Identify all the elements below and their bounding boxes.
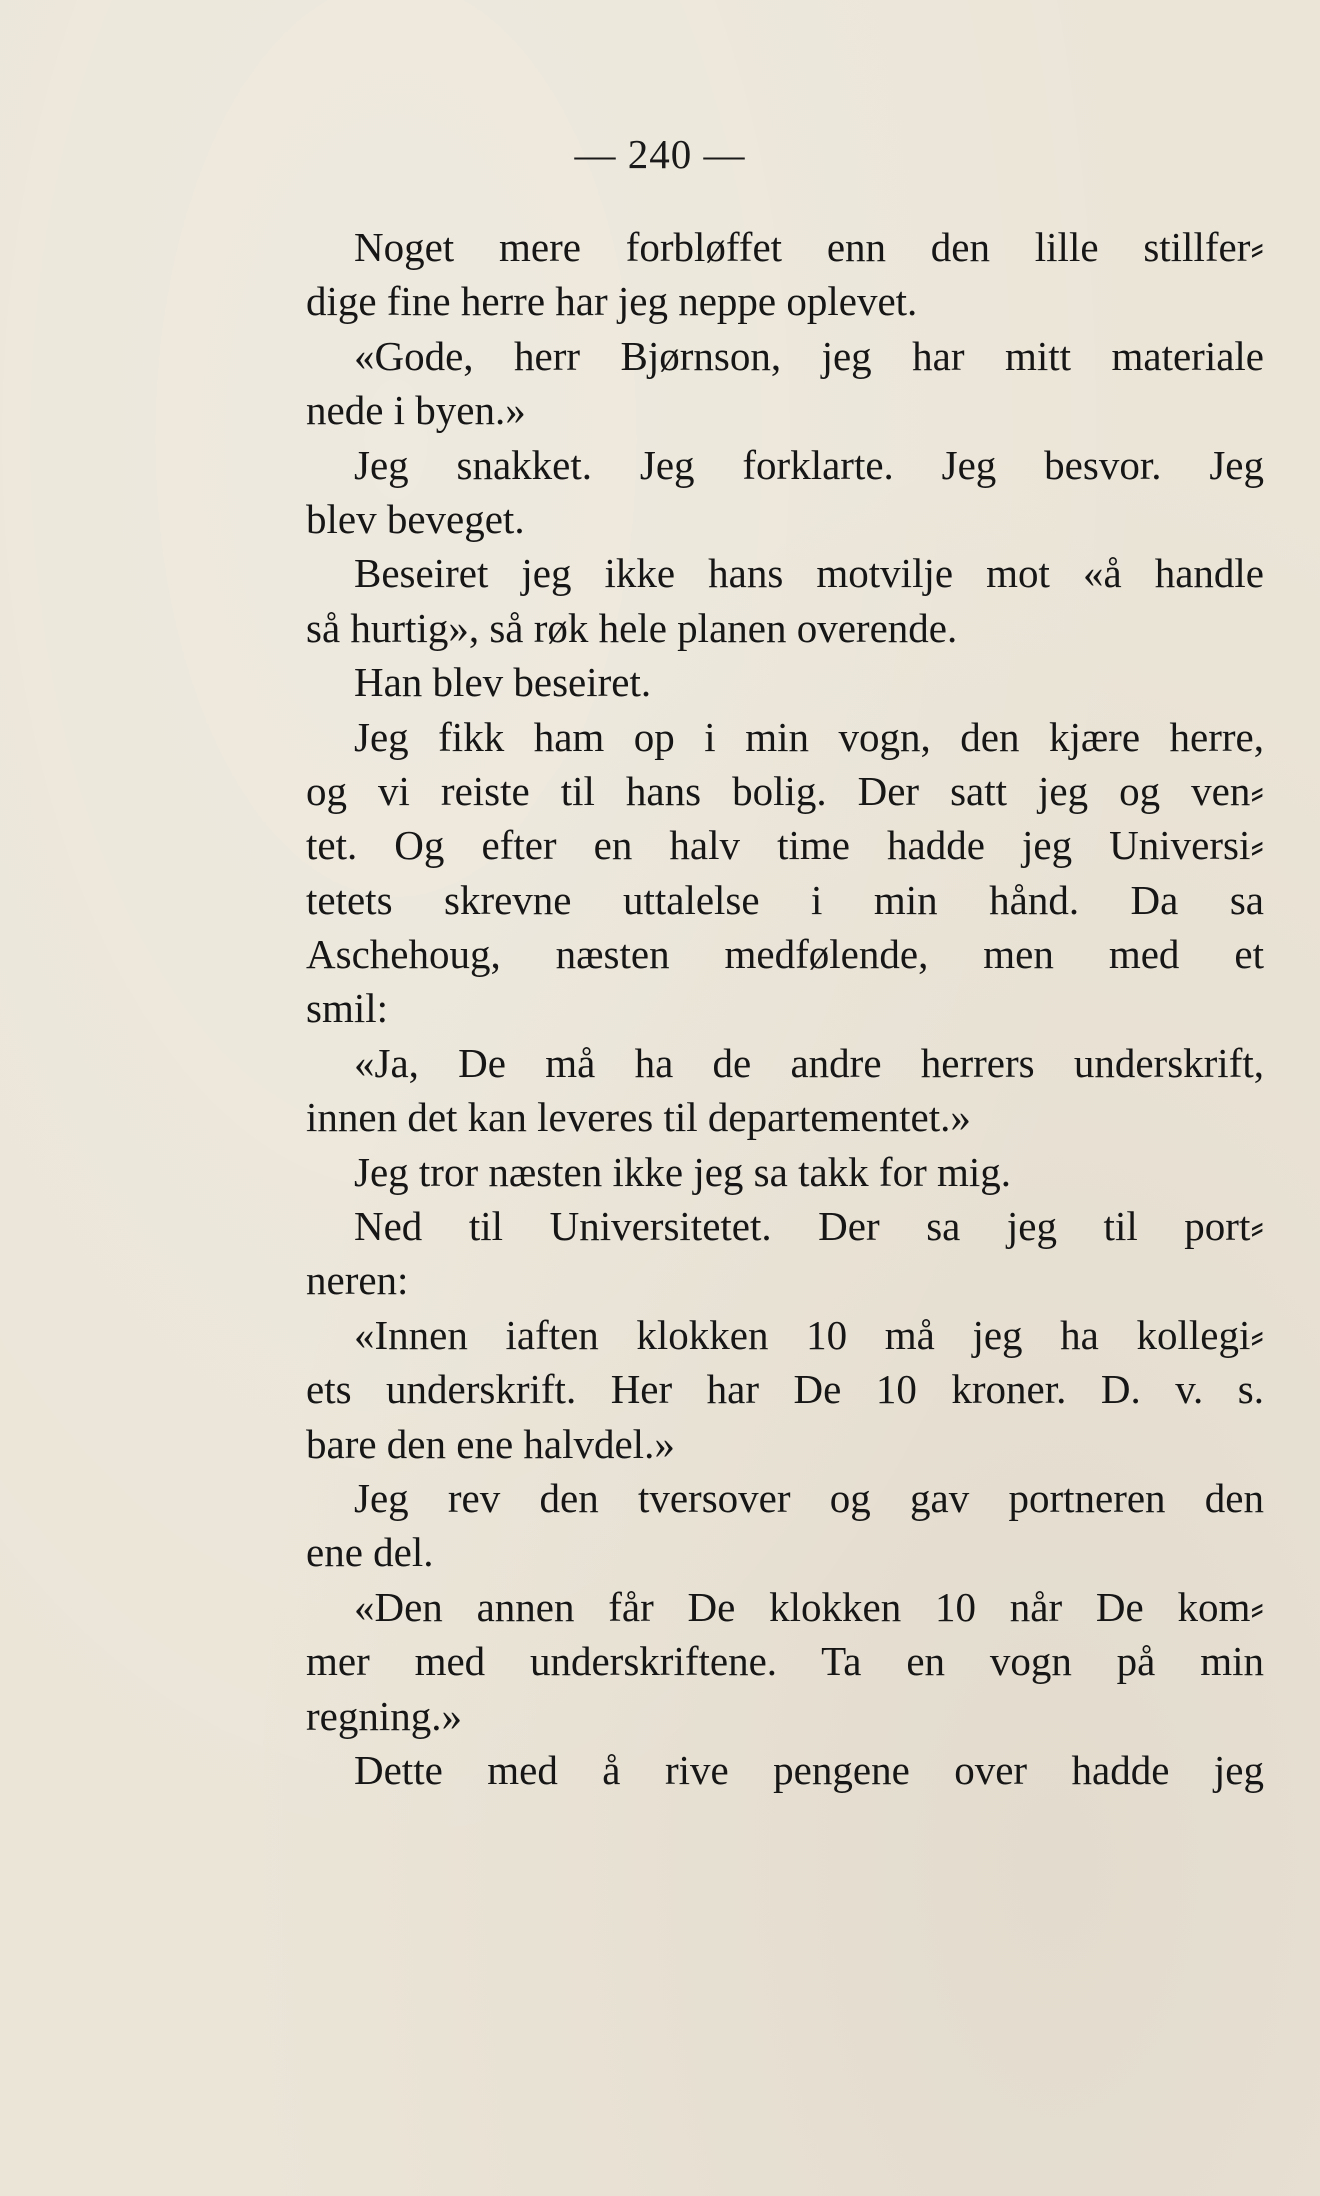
text-line: Aschehoug, næsten medfølende, men med et bbox=[306, 931, 1264, 978]
text-line: «Den annen får De klokken 10 når De kom⸗ bbox=[354, 1583, 1264, 1630]
text-line: Noget mere forbløffet enn den lille stillfer⸗ bbox=[354, 224, 1264, 270]
text-line: Dette med å rive pengene over hadde jeg bbox=[354, 1746, 1264, 1793]
text-line: mer med underskriftene. Ta en vogn på min bbox=[306, 1638, 1264, 1685]
text-line: Jeg rev den tversover og gav portneren den bbox=[354, 1474, 1264, 1521]
text-line: bare den ene halvdel.» bbox=[306, 1420, 675, 1467]
text-line: neren: bbox=[306, 1257, 409, 1304]
body-text bbox=[306, 220, 1264, 1797]
text-line: ets underskrift. Her har De 10 kroner. D. v. s. bbox=[306, 1366, 1264, 1413]
text-line: «Innen iaften klokken 10 må jeg ha kollegi⸗ bbox=[354, 1311, 1264, 1358]
text-line: «Gode, herr Bjørnson, jeg har mitt materiale bbox=[354, 332, 1264, 379]
text-line: så hurtig», så røk hele planen overende. bbox=[306, 604, 958, 651]
text-line: Jeg snakket. Jeg forklarte. Jeg besvor. Jeg bbox=[354, 441, 1264, 488]
text-line: «Ja, De må ha de andre herrers underskrift, bbox=[354, 1039, 1264, 1086]
text-line: Beseiret jeg ikke hans motvilje mot «å handle bbox=[354, 550, 1264, 597]
text-line: tet. Og efter en halv time hadde jeg Universi⸗ bbox=[306, 822, 1264, 869]
text-line: Ned til Universitetet. Der sa jeg til port⸗ bbox=[354, 1203, 1264, 1250]
text-line: nede i byen.» bbox=[306, 387, 526, 434]
text-line: og vi reiste til hans bolig. Der satt jeg og ven⸗ bbox=[306, 767, 1264, 814]
text-line: Han blev beseiret. bbox=[354, 659, 652, 706]
text-line: Jeg tror næsten ikke jeg sa takk for mig. bbox=[354, 1148, 1012, 1195]
text-line: ene del. bbox=[306, 1529, 434, 1576]
page-number: — 240 — bbox=[574, 131, 746, 177]
text-line: smil: bbox=[306, 985, 389, 1032]
text-line: regning.» bbox=[306, 1692, 462, 1739]
text-line: innen det kan leveres til departementet.» bbox=[306, 1094, 971, 1141]
text-line: blev beveget. bbox=[306, 495, 525, 542]
text-line: dige fine herre har jeg neppe oplevet. bbox=[306, 278, 918, 325]
text-line: tetets skrevne uttalelse i min hånd. Da sa bbox=[306, 876, 1264, 923]
text-line: Jeg fikk ham op i min vogn, den kjære herre, bbox=[354, 713, 1264, 760]
